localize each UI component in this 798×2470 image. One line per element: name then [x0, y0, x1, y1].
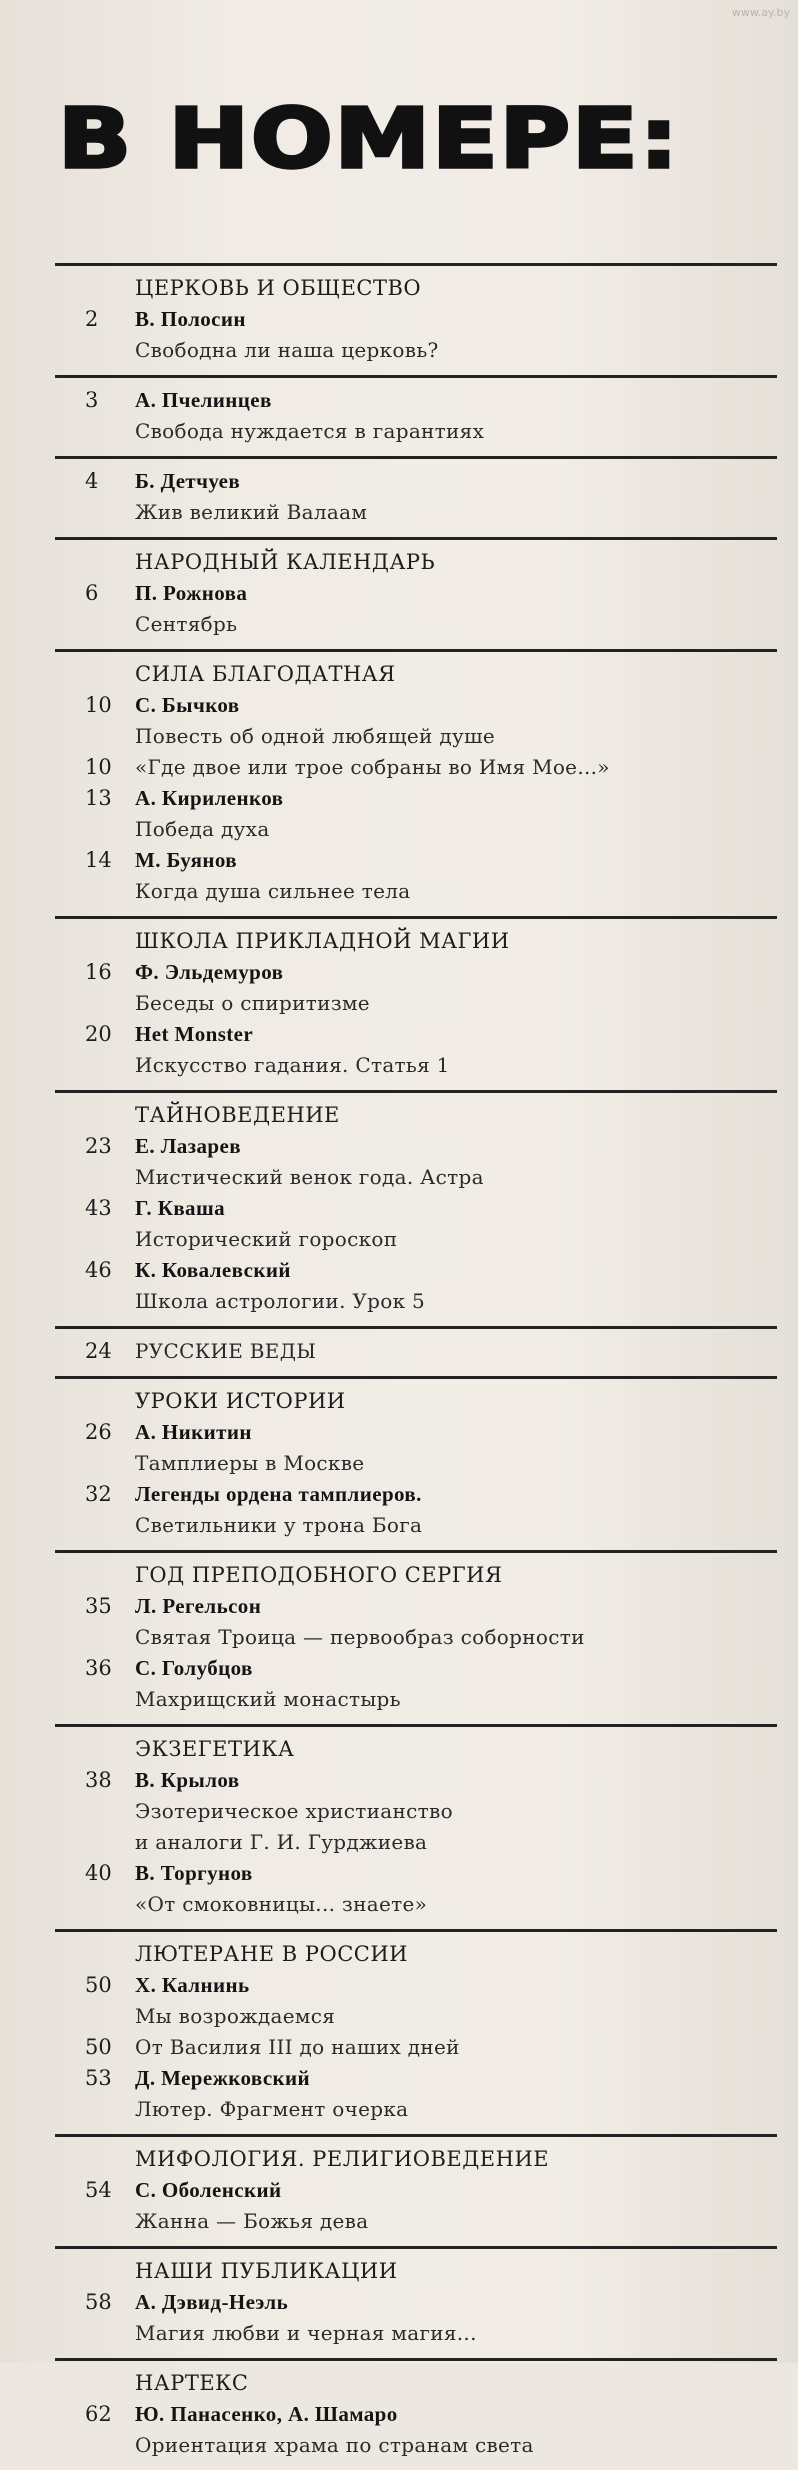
article-author: В. Крылов [135, 1768, 240, 1792]
page-number: 54 [85, 2178, 112, 2202]
page-number: 50 [85, 1973, 112, 1997]
page-number: 62 [85, 2402, 112, 2426]
page-number: 23 [85, 1134, 112, 1158]
article-title: Повесть об одной любящей душе [135, 724, 496, 748]
article-title: Тамплиеры в Москве [135, 1451, 365, 1475]
toc-entry [55, 1970, 777, 2001]
article-author: Ф. Эльдемуров [135, 960, 284, 984]
table-of-contents [55, 263, 777, 2470]
toc-section [55, 1326, 777, 1376]
page-number: 26 [85, 1420, 112, 1444]
toc-entry [55, 466, 777, 497]
toc-entry [55, 1255, 777, 1286]
section-heading: МИФОЛОГИЯ. РЕЛИГИОВЕДЕНИЕ [135, 2147, 550, 2171]
article-author: Г. Кваша [135, 1196, 225, 1220]
article-title: РУССКИЕ ВЕДЫ [135, 1339, 317, 1363]
page-title: В НОМЕРЕ: [58, 91, 680, 187]
toc-entry [55, 1131, 777, 1162]
article-author: С. Оболенский [135, 2178, 282, 2202]
section-heading: НАШИ ПУБЛИКАЦИИ [135, 2259, 398, 2283]
section-heading: ЭКЗЕГЕТИКА [135, 1737, 295, 1761]
toc-section [55, 1724, 777, 1929]
article-author: С. Бычков [135, 693, 240, 717]
article-title: Мы возрождаемся [135, 2004, 336, 2028]
article-title: Мистический венок года. Астра [135, 1165, 484, 1189]
toc-entry [55, 2175, 777, 2206]
page-number: 32 [85, 1482, 112, 1506]
toc-entry [55, 752, 777, 783]
toc-entry [55, 578, 777, 609]
article-author: А. Пчелинцев [135, 388, 272, 412]
toc-section [55, 2246, 777, 2358]
section-heading: ЦЕРКОВЬ И ОБЩЕСТВО [135, 276, 422, 300]
toc-section [55, 456, 777, 537]
article-title: «От смоковницы... знаете» [135, 1892, 428, 1916]
article-title: Искусство гадания. Статья 1 [135, 1053, 450, 1077]
article-author: В. Торгунов [135, 1861, 253, 1885]
toc-entry [55, 783, 777, 814]
article-author: Е. Лазарев [135, 1134, 241, 1158]
section-heading: СИЛА БЛАГОДАТНАЯ [135, 662, 396, 686]
toc-section [55, 375, 777, 456]
page-number: 16 [85, 960, 112, 984]
article-title: «Где двое или трое собраны во Имя Мое...» [135, 755, 610, 779]
toc-section [55, 2358, 777, 2470]
article-author: Х. Калнинь [135, 1973, 250, 1997]
article-author: С. Голубцов [135, 1656, 253, 1680]
toc-entry [55, 690, 777, 721]
page-number: 40 [85, 1861, 112, 1885]
section-heading: УРОКИ ИСТОРИИ [135, 1389, 346, 1413]
article-title: Жив великий Валаам [135, 500, 368, 524]
toc-entry [55, 845, 777, 876]
toc-entry [55, 385, 777, 416]
toc-entry [55, 1591, 777, 1622]
toc-entry [55, 1193, 777, 1224]
article-author: Л. Регельсон [135, 1594, 262, 1618]
article-author: Д. Мережковский [135, 2066, 311, 2090]
article-title: Когда душа сильнее тела [135, 879, 411, 903]
page-number: 2 [85, 307, 99, 331]
page-number: 38 [85, 1768, 112, 1792]
toc-entry [55, 2287, 777, 2318]
page-number: 36 [85, 1656, 112, 1680]
article-author: А. Дэвид-Неэль [135, 2290, 289, 2314]
article-author: Het Monster [135, 1022, 254, 1046]
article-title: Исторический гороскоп [135, 1227, 398, 1251]
section-heading: НАРТЕКС [135, 2371, 249, 2395]
page-number: 46 [85, 1258, 112, 1282]
page-number: 24 [85, 1339, 112, 1363]
toc-entry [55, 1336, 777, 1367]
article-title: Магия любви и черная магия... [135, 2321, 477, 2345]
article-author: А. Кириленков [135, 786, 284, 810]
article-title: Школа астрологии. Урок 5 [135, 1289, 426, 1313]
article-title: Святая Троица — первообраз соборности [135, 1625, 585, 1649]
toc-entry [55, 1765, 777, 1796]
toc-entry [55, 1019, 777, 1050]
toc-entry [55, 2399, 777, 2430]
toc-section [55, 1550, 777, 1724]
section-heading: ШКОЛА ПРИКЛАДНОЙ МАГИИ [135, 929, 510, 953]
toc-section [55, 263, 777, 375]
article-title: Сентябрь [135, 612, 238, 636]
article-author: М. Буянов [135, 848, 238, 872]
toc-section [55, 1090, 777, 1326]
article-title: и аналоги Г. И. Гурджиева [135, 1830, 428, 1854]
article-author: К. Ковалевский [135, 1258, 291, 1282]
article-title: Эзотерическое христианство [135, 1799, 453, 1823]
article-title: Махрищский монастырь [135, 1687, 401, 1711]
section-heading: НАРОДНЫЙ КАЛЕНДАРЬ [135, 550, 436, 574]
page-number: 53 [85, 2066, 112, 2090]
article-title: От Василия III до наших дней [135, 2035, 460, 2059]
toc-entry [55, 1858, 777, 1889]
page-number: 10 [85, 693, 112, 717]
page-number: 35 [85, 1594, 112, 1618]
article-title: Ориентация храма по странам света [135, 2433, 534, 2457]
section-heading: ГОД ПРЕПОДОБНОГО СЕРГИЯ [135, 1563, 503, 1587]
watermark: www.ay.by [731, 6, 790, 19]
article-author: Б. Детчуев [135, 469, 241, 493]
article-title: Лютер. Фрагмент очерка [135, 2097, 409, 2121]
article-title: Беседы о спиритизме [135, 991, 370, 1015]
toc-section [55, 916, 777, 1090]
page-number: 13 [85, 786, 112, 810]
page-number: 3 [85, 388, 99, 412]
page-number: 50 [85, 2035, 112, 2059]
section-heading: ЛЮТЕРАНЕ В РОССИИ [135, 1942, 408, 1966]
article-title: Светильники у трона Бога [135, 1513, 423, 1537]
article-title: Победа духа [135, 817, 270, 841]
page-number: 43 [85, 1196, 112, 1220]
toc-section [55, 649, 777, 916]
toc-section [55, 1376, 777, 1550]
article-author: Ю. Панасенко, А. Шамаро [135, 2402, 398, 2426]
article-title: Свобода нуждается в гарантиях [135, 419, 485, 443]
toc-entry [55, 2032, 777, 2063]
page-number: 6 [85, 581, 99, 605]
article-title: Жанна — Божья дева [135, 2209, 369, 2233]
article-title: Свободна ли наша церковь? [135, 338, 439, 362]
article-author: Легенды ордена тамплиеров. [135, 1482, 422, 1506]
toc-entry [55, 957, 777, 988]
toc-section [55, 537, 777, 649]
toc-section [55, 1929, 777, 2134]
section-heading: ТАЙНОВЕДЕНИЕ [135, 1103, 340, 1127]
toc-entry [55, 1479, 777, 1510]
article-author: П. Рожнова [135, 581, 248, 605]
toc-entry [55, 304, 777, 335]
page-number: 4 [85, 469, 99, 493]
toc-entry [55, 2063, 777, 2094]
page-number: 58 [85, 2290, 112, 2314]
toc-entry [55, 1653, 777, 1684]
page-number: 10 [85, 755, 112, 779]
article-author: В. Полосин [135, 307, 246, 331]
toc-section [55, 2134, 777, 2246]
toc-entry [55, 1417, 777, 1448]
article-author: А. Никитин [135, 1420, 252, 1444]
page-number: 14 [85, 848, 112, 872]
page-number: 20 [85, 1022, 112, 1046]
